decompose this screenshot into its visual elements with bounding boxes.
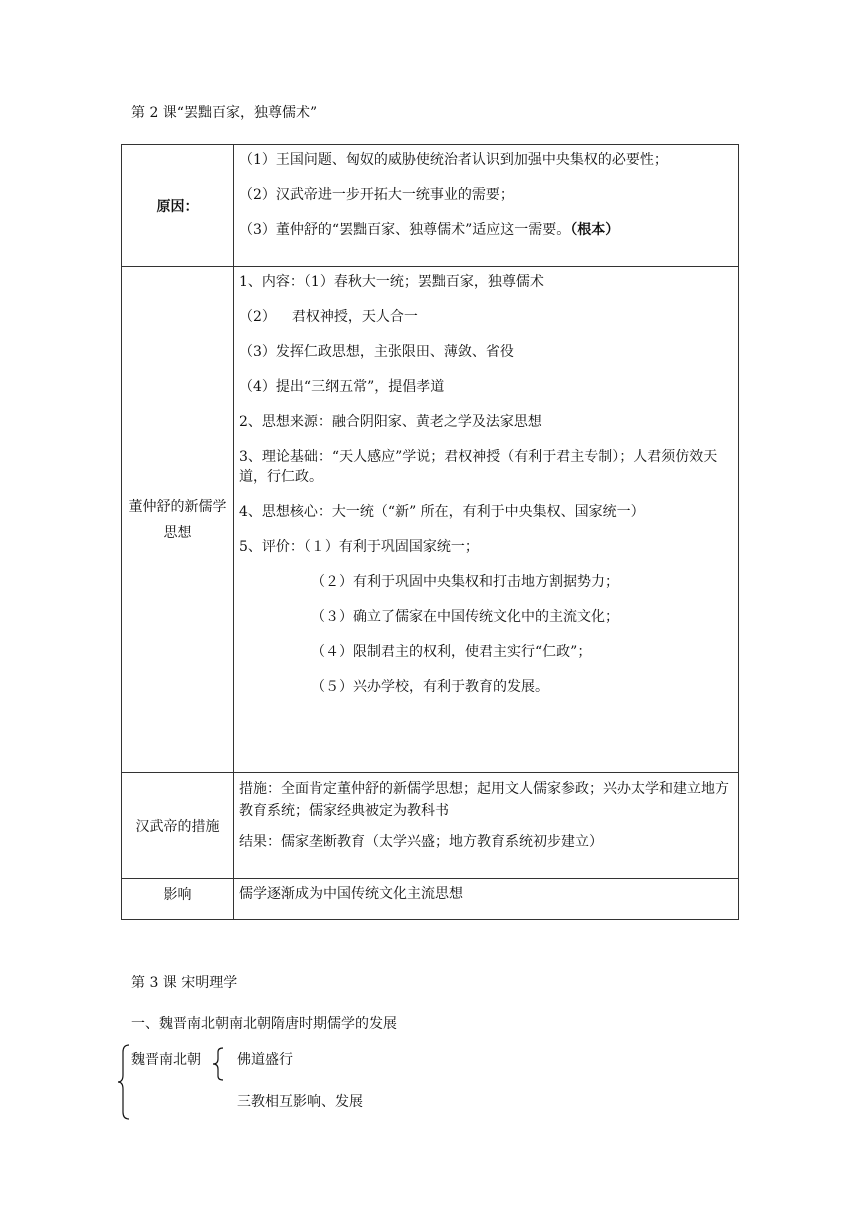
wudi-measures: 措施：全面肯定董仲舒的新儒学思想；起用文人儒家参政；兴办太学和建立地方教育系统；儒家经典被定为教科书 (239, 781, 729, 819)
dong-content (234, 267, 739, 773)
wudi-row (122, 773, 739, 879)
lesson2-title: 第 2 课“罢黜百家，独尊儒术” (131, 105, 318, 121)
impact-row (122, 879, 739, 920)
section-one-heading: 一、魏晋南北朝南北朝隋唐时期儒学的发展 (131, 1016, 397, 1032)
dong-label (122, 267, 234, 773)
cause-item-1: （1）王国问题、匈奴的威胁使统治者认识到加强中央集权的必要性； (239, 152, 668, 168)
impact-label: 影响 (122, 879, 234, 920)
wudi-label: 汉武帝的措施 (122, 773, 234, 879)
cause-row (122, 145, 739, 267)
content-line-2 (239, 307, 734, 327)
impact-text: 儒学逐渐成为中国传统文化主流思想 (239, 886, 463, 902)
list-item: 三教相互影响、发展 (237, 1094, 363, 1110)
lesson3-title: 第 3 课 宋明理学 (131, 975, 238, 991)
cause-content (234, 145, 739, 267)
source-line: 2、思想来源：融合阴阳家、黄老之学及法家思想 (239, 414, 542, 430)
wudi-result: 结果：儒家垄断教育（太学兴盛；地方教育系统初步建立） (239, 834, 603, 850)
outer-brace-icon (117, 1044, 131, 1120)
evaluation-line-4: （４）限制君主的权利，使君主实行“仁政”； (311, 644, 592, 660)
content-line-1: 1、内容：（1）春秋大一统；罢黜百家，独尊儒术 (239, 274, 544, 290)
evaluation-line-3: （３）确立了儒家在中国传统文化中的主流文化； (311, 609, 619, 625)
evaluation-line-2: （２）有利于巩固中央集权和打击地方割据势力； (311, 574, 619, 590)
dong-label-text: 董仲舒的新儒学思想 (128, 498, 227, 541)
cause-item-3-text: （3）董仲舒的“罢黜百家、独尊儒术”适应这一需要。 (239, 222, 571, 238)
list-item: 佛道盛行 (237, 1052, 293, 1068)
theory-line: 3、理论基础：“天人感应”学说；君权神授（有利于君主专制）；人君须仿效天道，行仁政。 (239, 449, 718, 485)
cause-label: 原因： (122, 145, 234, 267)
evaluation-line-1: 5、评价：（１）有利于巩固国家统一； (239, 539, 479, 555)
dong-row (122, 267, 739, 773)
wudi-content (234, 773, 739, 879)
content-line-4: （4）提出“三纲五常”，提倡孝道 (239, 379, 445, 395)
impact-content (234, 879, 739, 920)
lesson2-table (121, 144, 739, 920)
cause-item-2: （2）汉武帝进一步开拓大一统事业的需要； (239, 187, 514, 203)
core-line: 4、思想核心：大一统（“新” 所在，有利于中央集权、国家统一） (239, 504, 645, 520)
cause-item-3 (239, 220, 734, 240)
cause-root-note: （根本） (570, 222, 620, 238)
content-line-3: （3）发挥仁政思想，主张限田、薄敛、省役 (239, 344, 514, 360)
evaluation-line-5: （５）兴办学校，有利于教育的发展。 (311, 679, 549, 695)
inner-brace-icon (211, 1047, 225, 1081)
content-line-2-text: 君权神授，天人合一 (291, 309, 418, 325)
wei-jin-label: 魏晋南北朝 (131, 1052, 201, 1068)
content-line-2-num: （2） (239, 309, 276, 325)
